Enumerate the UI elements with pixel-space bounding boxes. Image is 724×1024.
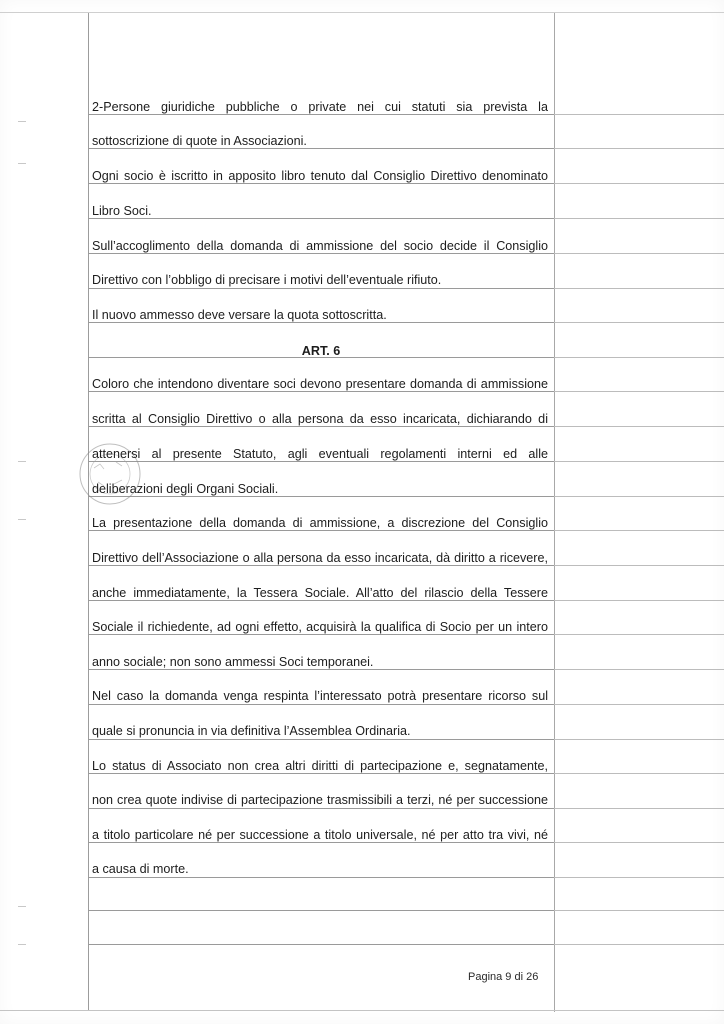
ruled-line	[554, 808, 724, 809]
ruled-line	[554, 910, 724, 911]
text-line: Direttivo dell’Associazione o alla persona da esso incaricata, dà diritto a ricevere,	[92, 551, 548, 565]
ruled-line	[88, 877, 554, 878]
ruled-line	[554, 391, 724, 392]
ruled-line	[554, 357, 724, 358]
text-line: anche immediatamente, la Tessera Sociale. All’atto del rilascio della Tessere	[92, 586, 548, 600]
text-line: La presentazione della domanda di ammissione, a discrezione del Consiglio	[92, 516, 548, 530]
ruled-line	[554, 704, 724, 705]
margin-mark	[18, 461, 26, 462]
text-line: a titolo particolare né per successione a titolo universale, né per atto tra vivi, né	[92, 828, 548, 842]
text-line: non crea quote indivise di partecipazione trasmissibili a terzi, né per successione	[92, 793, 548, 807]
right-margin-line	[554, 12, 555, 1012]
article-heading: ART. 6	[301, 344, 341, 358]
ruled-line	[88, 288, 554, 289]
ruled-line	[554, 634, 724, 635]
ruled-line	[88, 944, 554, 945]
ruled-line	[554, 114, 724, 115]
text-line: sottoscrizione di quote in Associazioni.	[92, 134, 307, 148]
text-line: Nel caso la domanda venga respinta l’interessato potrà presentare ricorso sul	[92, 689, 548, 703]
ruled-line	[554, 496, 724, 497]
text-line: quale si pronuncia in via definitiva l’Assemblea Ordinaria.	[92, 724, 411, 738]
ruled-line	[88, 808, 554, 809]
text-line: Coloro che intendono diventare soci devono presentare domanda di ammissione	[92, 377, 548, 391]
ruled-line	[554, 288, 724, 289]
left-margin-line	[88, 12, 89, 1010]
ruled-line	[554, 600, 724, 601]
text-line: attenersi al presente Statuto, agli eventuali regolamenti interni ed alle	[92, 447, 548, 461]
text-line: Libro Soci.	[92, 204, 152, 218]
text-line: Lo status di Associato non crea altri diritti di partecipazione e, segnatamente,	[92, 759, 548, 773]
ruled-line	[554, 565, 724, 566]
margin-mark	[18, 163, 26, 164]
ruled-line	[554, 322, 724, 323]
ruled-line	[554, 461, 724, 462]
text-line: a causa di morte.	[92, 862, 189, 876]
margin-mark	[18, 121, 26, 122]
ruled-line	[554, 773, 724, 774]
margin-mark	[18, 906, 26, 907]
ruled-line	[554, 944, 724, 945]
ruled-line	[554, 426, 724, 427]
ruled-line	[88, 910, 554, 911]
ruled-line	[554, 877, 724, 878]
text-line: Il nuovo ammesso deve versare la quota sottoscritta.	[92, 308, 387, 322]
ruled-line	[0, 1010, 724, 1011]
text-line: 2-Persone giuridiche pubbliche o private nei cui statuti sia prevista la	[92, 100, 548, 114]
ruled-line	[554, 148, 724, 149]
text-line: deliberazioni degli Organi Sociali.	[92, 482, 279, 496]
ruled-line	[88, 704, 554, 705]
text-line: Sull’accoglimento della domanda di ammissione del socio decide il Consiglio	[92, 239, 548, 253]
page-number: Pagina 9 di 26	[468, 971, 539, 983]
margin-mark	[18, 519, 26, 520]
text-line: Direttivo con l’obbligo di precisare i motivi dell’eventuale rifiuto.	[92, 273, 442, 287]
ruled-line	[554, 842, 724, 843]
ruled-line	[554, 669, 724, 670]
ruled-line	[554, 530, 724, 531]
ruled-line	[554, 253, 724, 254]
text-line: Sociale il richiedente, ad ogni effetto, acquisirà la qualifica di Socio per un intero	[92, 620, 548, 634]
text-line: scritta al Consiglio Direttivo o alla persona da esso incaricata, dichiarando di	[92, 412, 548, 426]
ruled-line	[554, 739, 724, 740]
margin-mark	[18, 944, 26, 945]
text-line: anno sociale; non sono ammessi Soci temporanei.	[92, 655, 374, 669]
ruled-line	[554, 218, 724, 219]
text-line: Ogni socio è iscritto in apposito libro tenuto dal Consiglio Direttivo denominato	[92, 169, 548, 183]
ruled-line	[88, 739, 554, 740]
ruled-line	[554, 183, 724, 184]
ruled-line	[0, 12, 724, 13]
